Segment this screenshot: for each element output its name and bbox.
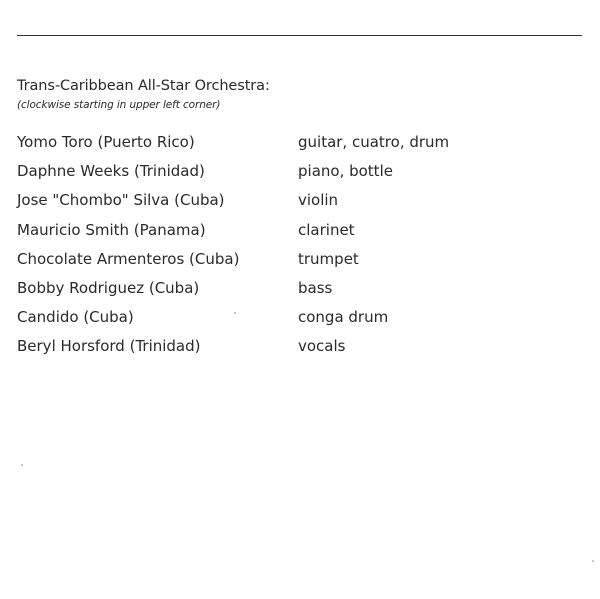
member-instrument: conga drum: [298, 308, 389, 327]
member-name: Beryl Horsford (Trinidad): [17, 337, 201, 356]
member-name: Mauricio Smith (Panama): [17, 220, 206, 239]
member-name: Jose "Chombo" Silva (Cuba): [17, 191, 225, 210]
member-name: Candido (Cuba): [17, 308, 134, 327]
member-name: Chocolate Armenteros (Cuba): [17, 249, 240, 268]
list-item: [17, 335, 577, 364]
list-item: [17, 248, 577, 277]
list-item: [17, 189, 577, 218]
list-item: [17, 160, 577, 189]
list-item: [17, 219, 577, 248]
member-instrument: guitar, cuatro, drum: [298, 133, 450, 151]
top-rule: [17, 35, 582, 36]
member-name: Yomo Toro (Puerto Rico): [17, 133, 195, 151]
orchestra-subheading: (clockwise starting in upper left corner): [17, 99, 221, 111]
scan-speck: [234, 312, 236, 314]
scan-speck: [21, 464, 23, 466]
member-instrument: violin: [298, 191, 339, 210]
member-name: Bobby Rodriguez (Cuba): [17, 278, 200, 297]
list-item: [17, 277, 577, 306]
scan-speck: [592, 560, 594, 562]
member-instrument: vocals: [298, 337, 346, 356]
roster-list: [17, 131, 577, 365]
member-instrument: clarinet: [298, 220, 355, 239]
list-item: [17, 131, 577, 160]
orchestra-heading: Trans-Caribbean All-Star Orchestra:: [17, 78, 270, 94]
member-instrument: trumpet: [298, 249, 359, 268]
list-item: [17, 306, 577, 335]
member-instrument: piano, bottle: [298, 162, 393, 181]
member-name: Daphne Weeks (Trinidad): [17, 162, 205, 181]
member-instrument: bass: [298, 278, 333, 297]
